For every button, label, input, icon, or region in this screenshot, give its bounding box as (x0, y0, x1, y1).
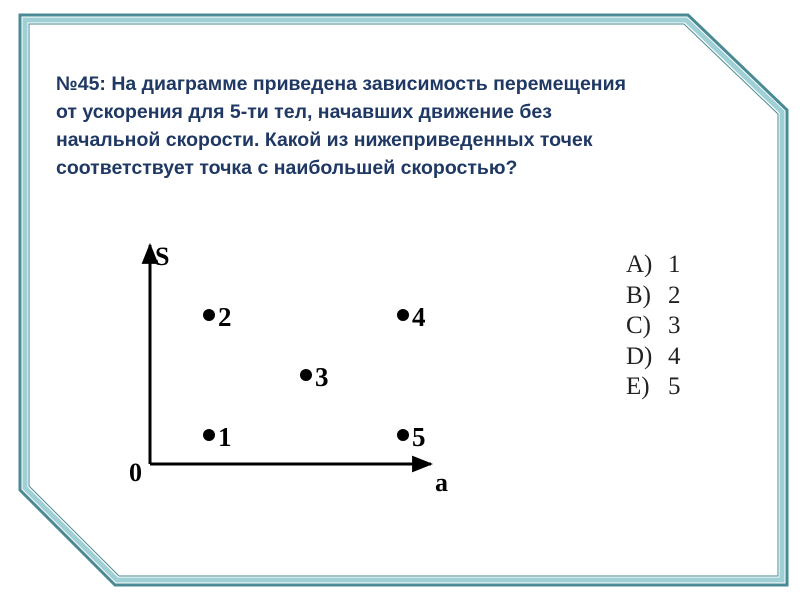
y-axis-label: S (155, 242, 170, 271)
data-point-5 (397, 429, 409, 441)
answer-letter: C) (626, 312, 651, 339)
question-text (56, 70, 736, 182)
answer-value: 2 (668, 281, 681, 309)
answer-value: 5 (668, 373, 681, 400)
data-point-4 (397, 309, 409, 321)
answer-letter: E) (626, 373, 650, 400)
data-point-1 (203, 429, 215, 441)
points-layer (203, 302, 426, 452)
origin-label: 0 (129, 458, 142, 487)
answer-value: 3 (668, 312, 681, 339)
question-line: соответствует точка с наибольшей скоростью? (56, 157, 518, 179)
answer-value: 4 (668, 342, 681, 370)
data-point-label-2: 2 (218, 302, 232, 332)
data-point-label-1: 1 (218, 422, 232, 452)
answer-options (626, 250, 681, 403)
data-point-2 (203, 309, 215, 321)
answer-letter: B) (626, 281, 651, 309)
data-point-3 (300, 369, 312, 381)
x-axis-label: a (435, 468, 448, 497)
s-vs-a-diagram (115, 235, 475, 505)
answer-letter: D) (626, 342, 653, 370)
data-point-label-3: 3 (315, 362, 329, 392)
answer-value: 1 (668, 251, 681, 278)
answer-letter: A) (626, 251, 653, 278)
answer-option-b[interactable] (626, 281, 681, 312)
data-point-label-5: 5 (412, 422, 426, 452)
question-line: от ускорения для 5-ти тел, начавших движение без (56, 101, 552, 123)
answer-option-d[interactable] (626, 342, 681, 373)
answer-option-e[interactable] (626, 372, 681, 403)
data-point-label-4: 4 (412, 302, 426, 332)
question-line: №45: На диаграмме приведена зависимость перемещения (56, 73, 626, 95)
answer-option-c[interactable] (626, 311, 681, 342)
answer-option-a[interactable] (626, 250, 681, 281)
question-line: начальной скорости. Какой из нижеприведенных точек (56, 129, 593, 151)
